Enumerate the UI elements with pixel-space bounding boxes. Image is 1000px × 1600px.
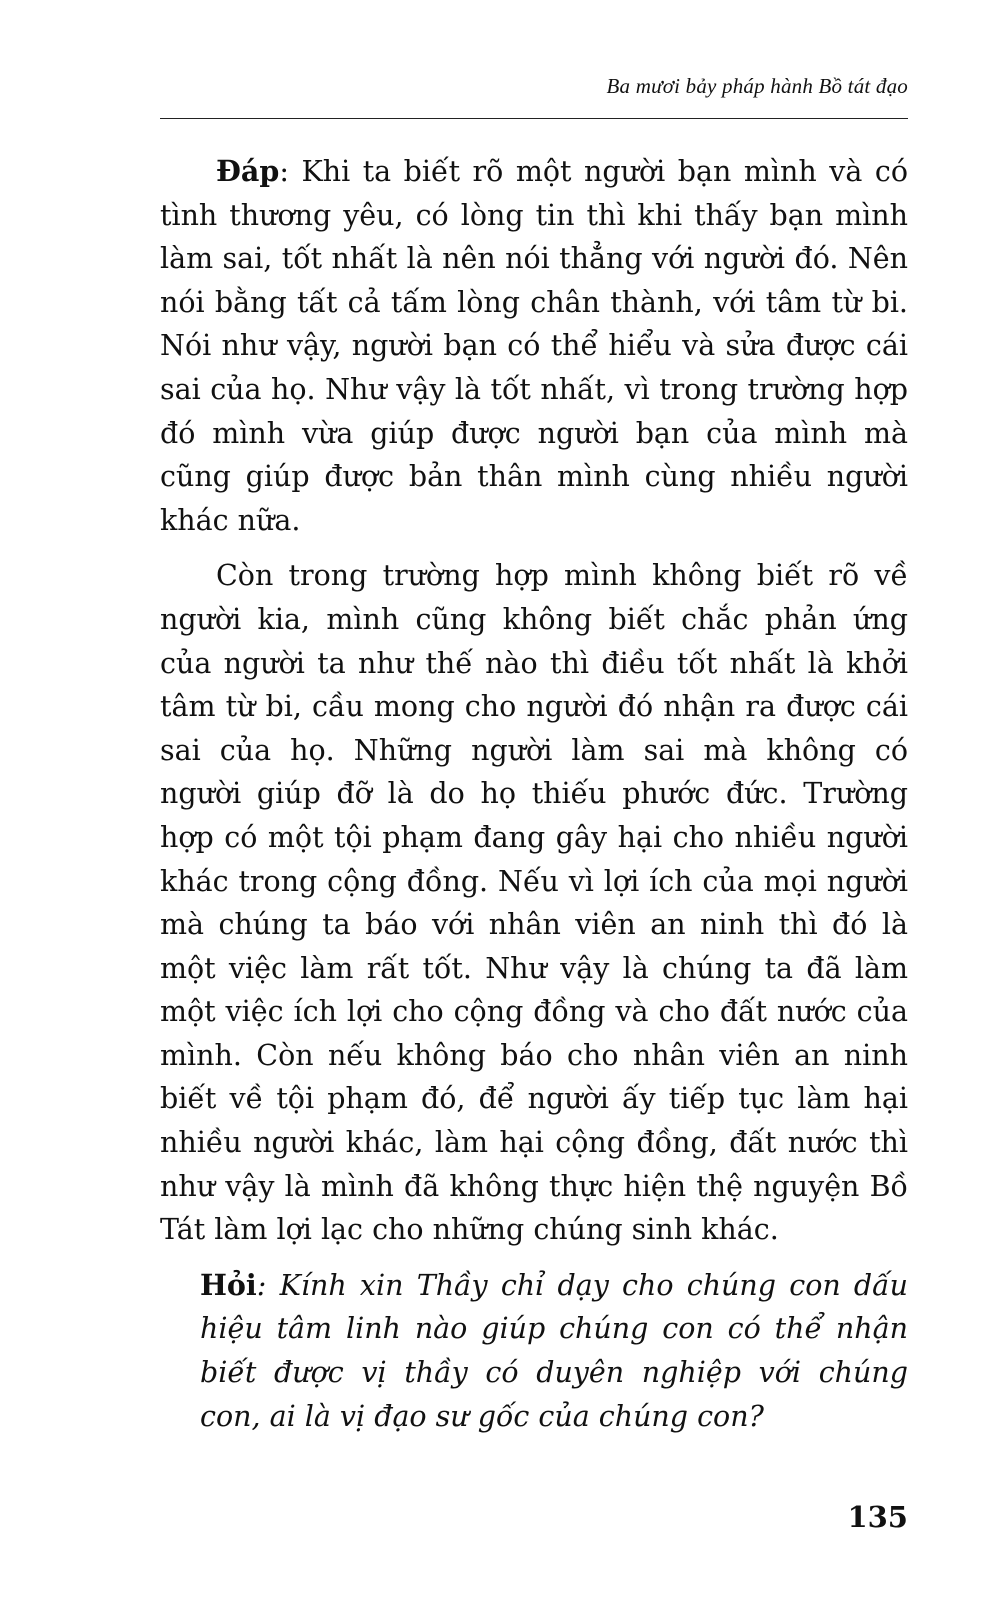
answer-text: Khi ta biết rõ một người bạn mình và có tình thương yêu, có lòng tin thì khi thấy bạn mình làm sai, tốt nhất là nên nói thẳng với người đó. Nên nói bằng tất cả tấm lòng chân thành, với tâm từ bi. Nói như vậy, người bạn có thể hiểu và sửa được cái sai của họ. Như vậy là tốt nhất, vì trong trường hợp đó mình vừa giúp được người bạn của mình mà cũng giúp được bản thân mình cùng nhiều người khác nữa. [160, 155, 908, 537]
answer-paragraph [160, 150, 908, 542]
question-label: Hỏi [200, 1267, 257, 1302]
question-text: Kính xin Thầy chỉ dạy cho chúng con dấu hiệu tâm linh nào giúp chúng con có thể nhận biết được vị thầy có duyên nghiệp với chúng con, ai là vị đạo sư gốc của chúng con? [200, 1268, 908, 1433]
running-header: Ba mươi bảy pháp hành Bồ tát đạo [606, 74, 908, 98]
page-number: 135 [847, 1500, 908, 1534]
body-paragraph: Còn trong trường hợp mình không biết rõ về người kia, mình cũng không biết chắc phản ứng của người ta như thế nào thì điều tốt nhất là khởi tâm từ bi, cầu mong cho người đó nhận ra được cái sai của họ. Những người làm sai mà không có người giúp đỡ là do họ thiếu phước đức. Trường hợp có một tội phạm đang gây hại cho nhiều người khác trong cộng đồng. Nếu vì lợi ích của mọi người mà chúng ta báo với nhân viên an ninh thì đó là một việc làm rất tốt. Như vậy là chúng ta đã làm một việc ích lợi cho cộng đồng và cho đất nước của mình. Còn nếu không báo cho nhân viên an ninh biết về tội phạm đó, để người ấy tiếp tục làm hại nhiều người khác, làm hại cộng đồng, đất nước thì như vậy là mình đã không thực hiện thệ nguyện Bồ Tát làm lợi lạc cho những chúng sinh khác. [160, 559, 908, 1247]
question-separator: : [256, 1268, 280, 1302]
page-body [160, 150, 908, 1438]
answer-separator: : [279, 155, 302, 188]
header-rule [160, 118, 908, 119]
answer-label: Đáp [216, 154, 280, 188]
question-paragraph [160, 1264, 908, 1438]
